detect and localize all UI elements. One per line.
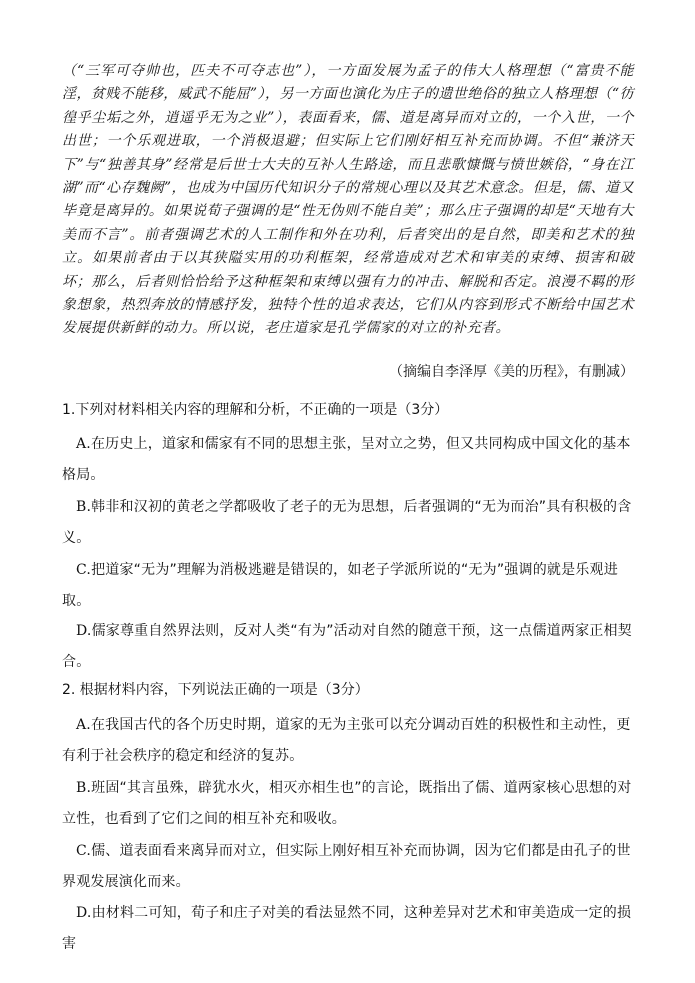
- option-text: 把道家“无为”理解为消极逃避是错误的，如老子学派所说的“无为”强调的就是乐观进取。: [62, 562, 618, 609]
- question-1-option-b: [62, 492, 638, 553]
- option-letter: D.: [76, 623, 92, 639]
- option-text: 儒家尊重自然界法则，反对人类“有为”活动对自然的随意干预，这一点儒道两家正相契合。: [62, 623, 632, 670]
- question-1-title: 1.下列对材料相关内容的理解和分析，不正确的一项是（3分）: [62, 402, 449, 418]
- option-text: 在我国古代的各个历史时期，道家的无为主张可以充分调动百姓的积极性和主动性，更有利于社会秩序的稳定和经济的复苏。: [62, 717, 631, 764]
- question-2-title: 2. 根据材料内容，下列说法正确的一项是（3分）: [62, 682, 369, 698]
- question-1-option-a: [62, 429, 638, 490]
- option-text: 班固“其言虽殊，辟犹水火，相灭亦相生也”的言论，既指出了儒、道两家核心思想的对立性，也看到了它们之间的相互补充和吸收。: [62, 780, 632, 827]
- question-2-option-c: [62, 836, 638, 897]
- option-letter: B.: [76, 780, 92, 796]
- question-2-option-d: [62, 898, 638, 959]
- option-text: 由材料二可知，荀子和庄子对美的看法显然不同，这种差异对艺术和审美造成一定的损害: [62, 905, 632, 952]
- option-letter: C.: [76, 562, 92, 578]
- option-letter: D.: [76, 905, 92, 921]
- source-citation: （摘编自李泽厚《美的历程》，有删减）: [389, 364, 634, 380]
- option-text: 韩非和汉初的黄老之学都吸收了老子的无为思想，后者强调的“无为而治”具有积极的含义。: [62, 499, 632, 546]
- question-2-option-b: [62, 773, 638, 834]
- option-text: 儒、道表面看来离异而对立，但实际上刚好相互补充而协调，因为它们都是由孔子的世界观发展演化而来。: [62, 843, 631, 890]
- question-1-option-d: [62, 616, 638, 677]
- option-letter: B.: [76, 499, 92, 515]
- option-letter: C.: [76, 843, 92, 859]
- option-letter: A.: [76, 717, 91, 733]
- option-letter: A.: [76, 436, 91, 452]
- option-text: 在历史上，道家和儒家有不同的思想主张，呈对立之势，但又共同构成中国文化的基本格局。: [62, 436, 631, 483]
- question-2-option-a: [62, 710, 638, 771]
- question-1-option-c: [62, 555, 638, 616]
- passage-text: （“三军可夺帅也，匹夫不可夺志也”），一方面发展为孟子的伟大人格理想（“富贵不能淫，贫贱不能移，威武不能屈”），另一方面也演化为庄子的遗世绝俗的独立人格理想（“彷徨乎尘垢之外，逍遥乎无为之业”），表面看来，儒、道是离异而对立的，一个入世，一个出世；一个乐观进取，一个消极退避；但实际上它们刚好相互补充而协调。不但“兼济天下”与“独善其身”经常是后世士大夫的互补人生路途，而且悲歌慷慨与愤世嫉俗，“身在江湖”而“心存魏阙”，也成为中国历代知识分子的常规心理以及其艺术意念。但是，儒、道又毕竟是离异的。如果说荀子强调的是“性无伪则不能自美”；那么庄子强调的却是“天地有大美而不言”。前者强调艺术的人工制作和外在功利，后者突出的是自然，即美和艺术的独立。如果前者由于以其狭隘实用的功利框架，经常造成对艺术和审美的束缚、损害和破坏；那么，后者则恰恰给予这种框架和束缚以强有力的冲击、解脱和否定。浪漫不羁的形象想象，热烈奔放的情感抒发，独特个性的追求表达，它们从内容到形式不断给中国艺术发展提供新鲜的动力。所以说，老庄道家是孔学儒家的对立的补充者。: [62, 63, 634, 337]
